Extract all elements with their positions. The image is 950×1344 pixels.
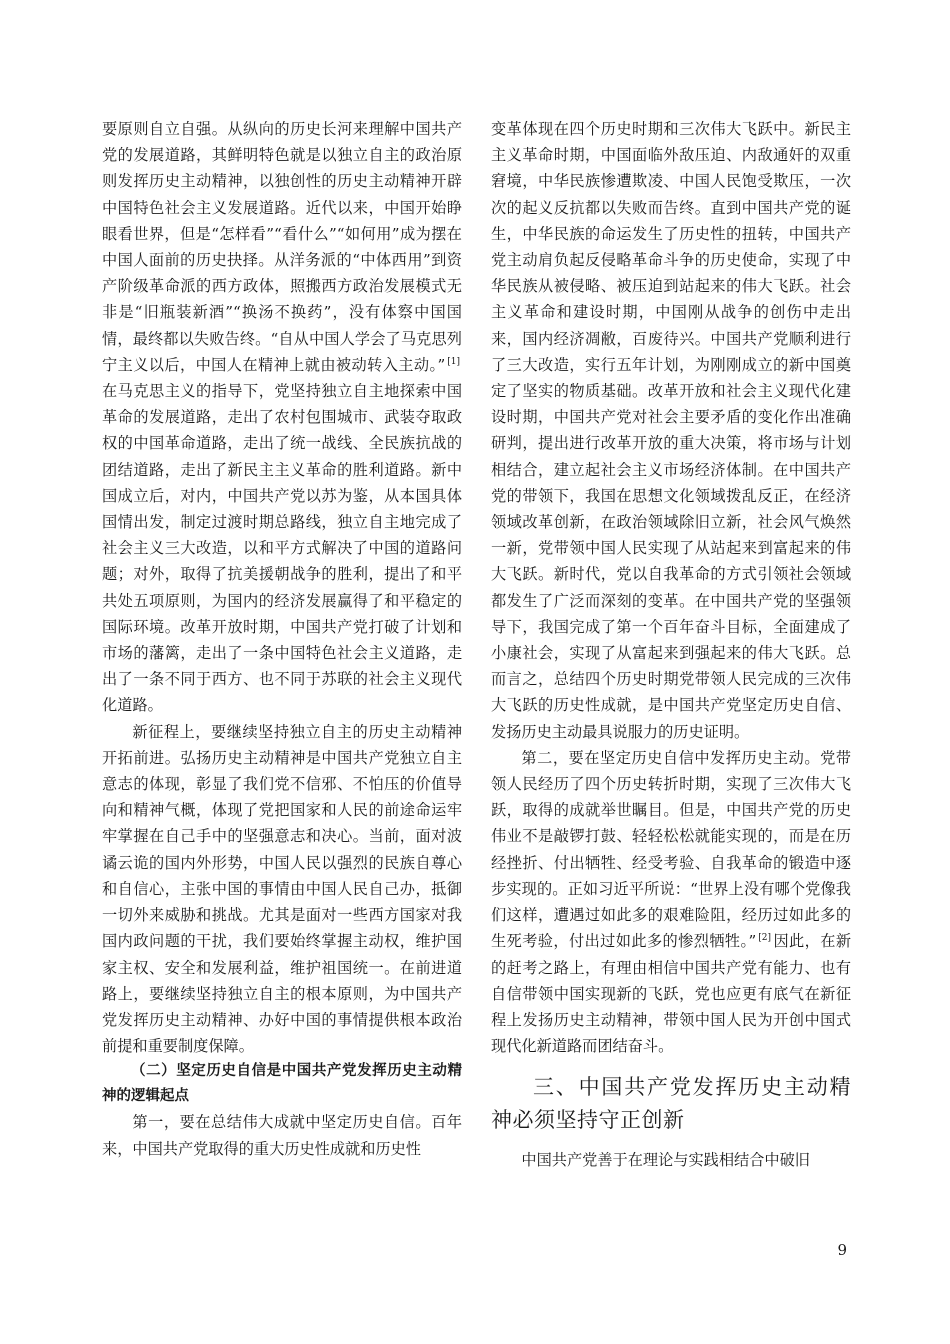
section-heading: 三、中国共产党发挥历史主动精神必须坚持守正创新 — [491, 1075, 851, 1133]
paragraph: 新征程上，要继续坚持独立自主的历史主动精神开拓前进。弘扬历史主动精神是中国共产党独立自主意志的体现，彰显了我们党不信邪、不怕压的价值导向和精神气概，体现了党把国家和人民的前途命运牢牢掌握在自己手中的坚强意志和决心。当前，面对波谲云诡的国内外形势，中国人民以强烈的民族自尊心和自信心，主张中国的事情由中国人民自己办，抵御一切外来威胁和挑战。尤其是面对一些西方国家对我国内政问题的干扰，我们要始终掌握主动权，维护国家主权、安全和发展利益，维护祖国统一。在前进道路上，要继续坚持独立自主的根本原则，为中国共产党发挥历史主动精神、办好中国的事情提供根本政治前提和重要制度保障。 — [102, 722, 462, 1056]
paragraph-text: 要原则自立自强。从纵向的历史长河来理解中国共产党的发展道路，其鲜明特色就是以独立自主的政治原则发挥历史主动精神，以独创性的历史主动精神开辟中国特色社会主义发展道路。近代以来，中国开始睁眼看世界，但是“怎样看”“看什么”“如何用”成为摆在中国人面前的历史抉择。从洋务派的“中体西用”到资产阶级革命派的西方政体，照搬西方政治发展模式无非是“旧瓶装新酒”“换汤不换药”，没有体察中国国情，最终都以失败告终。“自从中国人学会了马克思列宁主义以后，中国人在精神上就由被动转入主动。” — [102, 120, 462, 374]
paragraph: 变革体现在四个历史时期和三次伟大飞跃中。新民主主义革命时期，中国面临外敌压迫、内敌通奸的双重窘境，中华民族惨遭欺凌、中国人民饱受欺压，一次次的起义反抗都以失败而告终。直到中国共产党的诞生，中华民族的命运发生了历史性的扭转，中国共产党主动肩负起反侵略革命斗争的历史使命，实现了中华民族从被侵略、被压迫到站起来的伟大飞跃。社会主义革命和建设时期，中国刚从战争的创伤中走出来，国内经济凋敝，百废待兴。中国共产党顺利进行了三大改造，实行五年计划，为刚刚成立的新中国奠定了坚实的物质基础。改革开放和社会主义现代化建设时期，中国共产党对社会主要矛盾的变化作出准确研判，提出进行改革开放的重大决策，将市场与计划相结合，建立起社会主义市场经济体制。在中国共产党的带领下，我国在思想文化领域拨乱反正，在经济领域改革创新，在政治领域除旧立新，社会风气焕然一新，党带领中国人民实现了从站起来到富起来的伟大飞跃。新时代，党以自我革命的方式引领社会领域都发生了广泛而深刻的变革。在中国共产党的坚强领导下，我国完成了第一个百年奋斗目标，全面建成了小康社会，实现了从富起来到强起来的伟大飞跃。总而言之，总结四个历史时期党带领人民完成的三次伟大飞跃的历史性成就，是中国共产党坚定历史自信、发扬历史主动最具说服力的历史证明。 — [491, 120, 851, 741]
page-number: 9 — [837, 1241, 847, 1259]
subsection-heading: （二）坚定历史自信是中国共产党发挥历史主动精神的逻辑起点 — [102, 1063, 462, 1105]
paragraph — [102, 116, 462, 719]
citation-marker: [2] — [758, 933, 772, 944]
paragraph — [491, 745, 851, 1059]
citation-marker: [1] — [447, 356, 460, 367]
paragraph-text: 在马克思主义的指导下，党坚持独立自主地探索中国革命的发展道路，走出了农村包围城市、武装夺取政权的中国革命道路，走出了统一战线、全民族抗战的团结道路，走出了新民主主义革命的胜利道路。新中国成立后，对内，中国共产党以苏为鉴，从本国具体国情出发，制定过渡时期总路线，独立自主地完成了社会主义三大改造，以和平方式解决了中国的道路问题；对外，取得了抗美援朝战争的胜利，提出了和平共处五项原则，为国内的经济发展赢得了和平稳定的国际环境。改革开放时期，中国共产党打破了计划和市场的藩篱，走出了一条中国特色社会主义道路，走出了一条不同于西方、也不同于苏联的社会主义现代化道路。 — [102, 382, 462, 715]
paragraph-text: 因此，在新的赶考之路上，有理由相信中国共产党有能力、也有自信带领中国实现新的飞跃，党也应更有底气在新征程上发扬历史主动精神，带领中国人民为开创中国式现代化新道路而团结奋斗。 — [491, 932, 852, 1056]
right-column — [491, 116, 851, 1174]
paragraph: 中国共产党善于在理论与实践相结合中破旧 — [521, 1151, 810, 1170]
paragraph-text: 第二，要在坚定历史自信中发挥历史主动。党带领人民经历了四个历史转折时期，实现了三次伟大飞跃，取得的成就举世瞩目。但是，中国共产党的历史伟业不是敲锣打鼓、轻轻松松就能实现的，而是在历经挫折、付出牺牲、经受考验、自我革命的锻造中逐步实现的。正如习近平所说：“世界上没有哪个党像我们这样，遭遇过如此多的艰难险阻，经历过如此多的生死考验，付出过如此多的惨烈牺牲。” — [491, 748, 851, 951]
left-column — [102, 116, 462, 1162]
paragraph: 第一，要在总结伟大成就中坚定历史自信。百年来，中国共产党取得的重大历史性成就和历史性 — [102, 1113, 462, 1158]
